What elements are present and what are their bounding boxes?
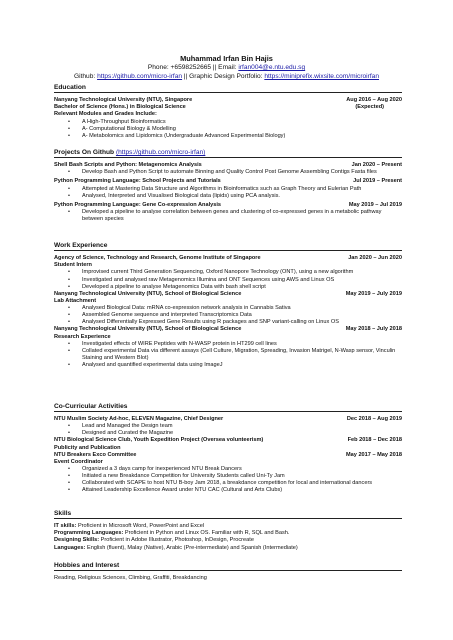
project-bullets	[54, 169, 402, 176]
work-org: Agency of Science, Technology and Research, Genome Institute of Singapore	[54, 255, 261, 261]
portfolio-link[interactable]: https://miniprefix.wixsite.com/microirfan	[264, 73, 380, 80]
project-row	[54, 162, 402, 169]
work-dates: Jan 2020 – Jun 2020	[348, 255, 402, 261]
email-link[interactable]: irfan004@e.ntu.edu.sg	[238, 64, 306, 71]
work-dates: May 2018 – July 2018	[345, 326, 402, 333]
work-role: Student Intern	[54, 262, 92, 269]
cocurricular-section	[54, 403, 402, 495]
phone-text: Phone: +6598252665 || Email:	[147, 64, 239, 71]
cca-row	[54, 416, 402, 423]
skill-text: Proficient in Adobe Illustrator, Photoshop, InDesign, Procreate	[99, 537, 254, 544]
work-row	[54, 326, 402, 333]
skill-label: Languages:	[54, 544, 86, 551]
education-degree-row	[54, 104, 402, 111]
cca-dates: May 2017 – May 2018	[346, 451, 402, 458]
skill-line	[54, 545, 402, 552]
work-bullet: • Investigated and analysed raw Metagenomics Illumina and ONT Sequences using AWS and Linux OS	[82, 277, 402, 284]
project-bullet: • Develop Bash and Python Script to automate Binning and Quality Control Post Genome Assembling Contigs Fasta files	[82, 169, 402, 176]
cca-role: Event Coordinator	[54, 459, 103, 465]
work-role: Lab Attachment	[54, 297, 97, 304]
work-heading: Work Experience	[54, 242, 402, 251]
cca-org: NTU Biological Science Club, Youth Expedition Project (Oversea volunteerism)	[54, 437, 264, 444]
cca-dates: Dec 2018 – Aug 2019	[346, 416, 402, 422]
skill-text: Proficient in Microsoft Word, PowerPoint and Excel	[76, 523, 205, 529]
work-row	[54, 291, 402, 298]
work-bullets	[54, 305, 402, 326]
work-bullet: • Analysed Differentially Expressed Gene Results using R packages and SNP variant-calling on Linux OS	[82, 319, 402, 326]
hobbies-heading: Hobbies and Interest	[54, 562, 402, 571]
projects-title: Projects On Github	[54, 149, 115, 156]
module-item: • A High-Throughput Bioinformatics	[82, 119, 402, 126]
work-row	[54, 255, 402, 262]
cca-bullet: • Initiated a new Breakdance Competition for University Students called Uni-Ty Jam	[82, 473, 402, 480]
work-org: Nanyang Technological University (NTU), School of Biological Science	[54, 290, 242, 297]
school-name: Nanyang Technological University (NTU), Singapore	[54, 97, 193, 103]
contact-line	[0, 63, 453, 72]
work-org: Nanyang Technological University (NTU), School of Biological Science	[54, 326, 242, 333]
project-name: Python Programming Language: Gene Co-expression Analysis	[54, 201, 222, 208]
resume-header	[0, 54, 453, 81]
skill-text: English (fluent), Malay (Native), Arabic (Pre-intermediate) and Spanish (Intermediate)	[85, 544, 298, 551]
cca-role: Publicity and Publication	[54, 444, 121, 451]
module-item: • A- Computational Biology & Modelling	[82, 126, 402, 133]
projects-heading	[54, 149, 402, 158]
skills-section	[54, 510, 402, 552]
work-bullet: • Analysed and quantified experimental data using ImageJ	[82, 362, 402, 369]
work-bullet: • Investigated effects of WIRE Peptides with N-WASP protein in HT299 cell lines	[82, 341, 402, 348]
project-bullet: • Developed a pipeline to analyse correlation between genes and clustering of co-expressed genes in a metabolic pathway between species	[82, 209, 402, 223]
work-bullets	[54, 269, 402, 290]
skill-line	[54, 530, 402, 537]
education-school-row	[54, 97, 402, 104]
github-label: Github:	[73, 73, 98, 80]
candidate-name: Muhammad Irfan Bin Hajis	[180, 54, 273, 63]
cca-bullet: • Designed and Curated the Magazine	[82, 430, 402, 437]
cca-row	[54, 437, 402, 444]
project-row	[54, 202, 402, 209]
project-bullets	[54, 209, 402, 223]
skill-line	[54, 537, 402, 544]
module-item: • A- Metabolomics and Lipidomics (Undergraduate Advanced Experimental Biology)	[82, 133, 402, 140]
skill-line	[54, 523, 402, 530]
degree-note: (Expected)	[355, 104, 384, 111]
hobbies-text: Reading, Religious Sciences, Climbing, Graffiti, Breakdancing	[54, 575, 207, 581]
cca-bullet: • Collaborated with SCAPE to host NTU B-boy Jam 2018, a breakdance competition for local and international dancers	[82, 480, 402, 487]
skill-label: IT skills:	[54, 523, 77, 529]
cocurricular-heading: Co-Curricular Activities	[54, 403, 402, 412]
project-bullets	[54, 186, 402, 200]
project-dates: Jan 2020 – Present	[351, 162, 402, 168]
work-role: Research Experience	[54, 333, 111, 340]
work-dates: May 2019 – July 2019	[345, 290, 402, 297]
modules-label: Relevant Modules and Grades Include:	[54, 111, 157, 118]
skills-heading: Skills	[54, 510, 402, 519]
cca-bullet: • Lead and Managed the Design team	[82, 423, 402, 430]
projects-section	[54, 149, 402, 223]
project-name: Shell Bash Scripts and Python: Metagenomics Analysis	[54, 162, 202, 168]
project-bullet: • Attempted at Mastering Data Structure and Algorithms in Bioinformatics such as Graph Theory and Eulerian Path	[82, 186, 402, 193]
hobbies-section	[54, 562, 402, 582]
work-bullet: • Analysed Biological Data: mRNA co-expression network analysis in Cannabis Sativa	[82, 305, 402, 312]
project-dates: May 2019 – Jul 2019	[348, 201, 402, 208]
skill-text: Proficient in Python and Linux OS. Familiar with R, SQL and Bash.	[123, 530, 290, 537]
cca-dates: Feb 2018 – Dec 2018	[347, 437, 402, 444]
school-dates: Aug 2016 – Aug 2020	[346, 97, 402, 103]
project-row	[54, 178, 402, 185]
skill-label: Designing Skills:	[54, 537, 100, 544]
cca-bullets	[54, 466, 402, 494]
work-bullets	[54, 341, 402, 369]
cca-org: NTU Breakers Exco Committee	[54, 451, 137, 458]
work-bullet: • Assembled Genome sequence and interpreted Transcriptomics Data	[82, 312, 402, 319]
github-link[interactable]: https://github.com/micro-irfan	[97, 73, 183, 80]
work-bullet: • Improvised current Third Generation Sequencing, Oxford Nanopore Technology (ONT), using a new algorithm	[82, 269, 402, 276]
skill-label: Programming Languages:	[54, 530, 124, 537]
cca-org: NTU Muslim Society Ad-hoc, ELEVEN Magazine, Chief Designer	[54, 416, 224, 422]
cca-bullet: • Organized a 3 days camp for inexperienced NTU Break Dancers	[82, 466, 402, 473]
work-bullet: • Developed a pipeline to analyse Metagenomics Data with bash shell script	[82, 284, 402, 291]
work-bullet: • Collated experimental Data via different assays (Cell Culture, Migration, Spreading, Invasion Matrigel, N-Wasp sensor, Vinculin Staining and Western Blot)	[82, 348, 402, 362]
cca-bullet: • Attained Leadership Excellence Award under NTU CAC (Cultural and Arts Clubs)	[82, 487, 402, 494]
education-section	[54, 84, 402, 140]
education-heading: Education	[54, 84, 402, 93]
project-bullet: • Analysed, Interpreted and Visualised Biological data (lipids) using PCA analysis.	[82, 193, 402, 200]
project-dates: Jul 2019 – Present	[353, 178, 402, 185]
projects-github-link[interactable]: (https://github.com/micro-irfan)	[115, 149, 206, 156]
modules-list	[54, 119, 402, 140]
project-name: Python Programming Language: School Projects and Tutorials	[54, 178, 221, 185]
work-section	[54, 242, 402, 369]
links-line	[0, 72, 453, 81]
cca-bullets	[54, 423, 402, 437]
degree-name: Bachelor of Science (Hons.) in Biological Science	[54, 104, 186, 111]
portfolio-label: || Graphic Design Portfolio:	[182, 73, 265, 80]
cca-row	[54, 452, 402, 459]
